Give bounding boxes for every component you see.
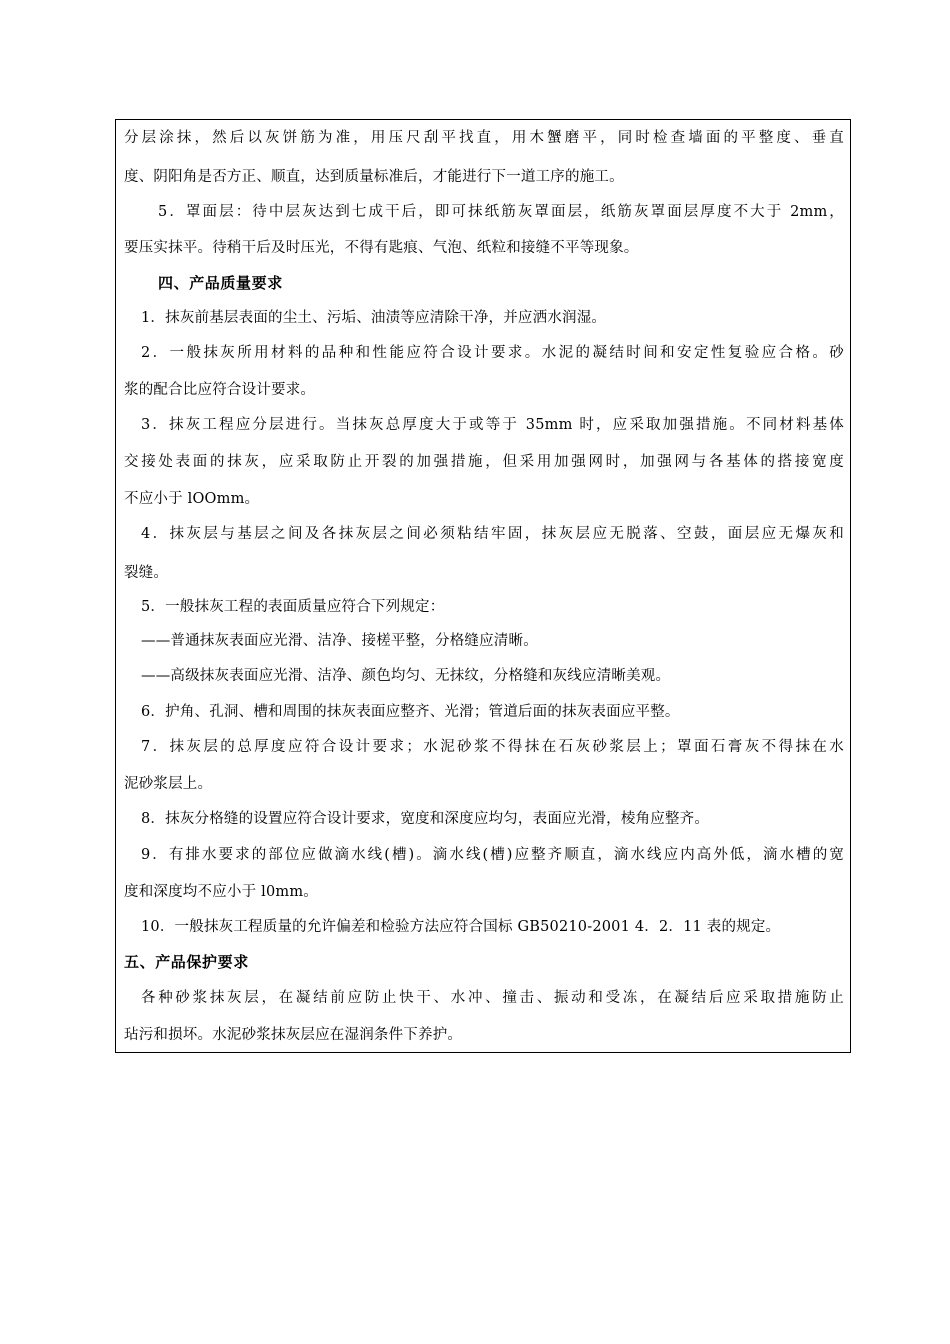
section-heading-protection: 五、产品保护要求	[124, 953, 249, 971]
text-line: 度、阴阳角是否方正、顺直，达到质量标准后，才能进行下一道工序的施工。	[124, 169, 624, 185]
text-line: 7．抹灰层的总厚度应符合设计要求；水泥砂浆不得抹在石灰砂浆层上；罩面石膏灰不得抹在水	[141, 739, 844, 755]
text-line: 分层涂抹，然后以灰饼筋为准，用压尺刮平找直，用木蟹磨平，同时检查墙面的平整度、垂直	[124, 130, 844, 146]
text-line: 6．护角、孔洞、槽和周围的抹灰表面应整齐、光滑；管道后面的抹灰表面应平整。	[141, 704, 680, 720]
text-line: 4．抹灰层与基层之间及各抹灰层之间必须粘结牢固，抹灰层应无脱落、空鼓，面层应无爆灰和	[141, 526, 844, 542]
text-line: 1．抹灰前基层表面的尘土、污垢、油渍等应清除干净，并应洒水润湿。	[141, 310, 607, 326]
text-line: ——普通抹灰表面应光滑、洁净、接槎平整，分格缝应清晰。	[141, 633, 538, 649]
text-line: 各种砂浆抹灰层，在凝结前应防止快干、水冲、撞击、振动和受冻，在凝结后应采取措施防止	[141, 990, 844, 1006]
text-line: 3．抹灰工程应分层进行。当抹灰总厚度大于或等于 35mm 时，应采取加强措施。不同材料基体	[141, 417, 844, 433]
text-line: 9．有排水要求的部位应做滴水线(槽)。滴水线(槽)应整齐顺直，滴水线应内高外低，滴水槽的宽	[141, 847, 844, 863]
text-line: 裂缝。	[124, 565, 169, 581]
section-heading-quality: 四、产品质量要求	[158, 274, 283, 292]
text-line: 5．罩面层：待中层灰达到七成干后，即可抹纸筋灰罩面层，纸筋灰罩面层厚度不大于 2mm，	[158, 204, 844, 220]
text-line: 要压实抹平。待稍干后及时压光，不得有匙痕、气泡、纸粒和接缝不平等现象。	[124, 240, 639, 256]
text-line: 8．抹灰分格缝的设置应符合设计要求，宽度和深度应均匀，表面应光滑，棱角应整齐。	[141, 811, 710, 827]
text-line: 度和深度均不应小于 l0mm。	[124, 884, 318, 900]
text-line: 5．一般抹灰工程的表面质量应符合下列规定：	[141, 599, 445, 615]
content-box	[115, 119, 851, 1053]
text-line: 泥砂浆层上。	[124, 776, 213, 792]
text-line: 10．一般抹灰工程质量的允许偏差和检验方法应符合国标 GB50210-2001 4．2．11 表的规定。	[141, 919, 781, 935]
text-line: 交接处表面的抹灰，应采取防止开裂的加强措施，但采用加强网时，加强网与各基体的搭接宽度	[124, 454, 844, 470]
text-line: 不应小于 lOOmm。	[124, 491, 260, 507]
text-line: 浆的配合比应符合设计要求。	[124, 382, 316, 398]
text-line: ——高级抹灰表面应光滑、洁净、颜色均匀、无抹纹，分格缝和灰线应清晰美观。	[141, 668, 671, 684]
text-line: 2．一般抹灰所用材料的品种和性能应符合设计要求。水泥的凝结时间和安定性复验应合格。砂	[141, 345, 844, 361]
text-line: 玷污和损坏。水泥砂浆抹灰层应在湿润条件下养护。	[124, 1027, 463, 1043]
